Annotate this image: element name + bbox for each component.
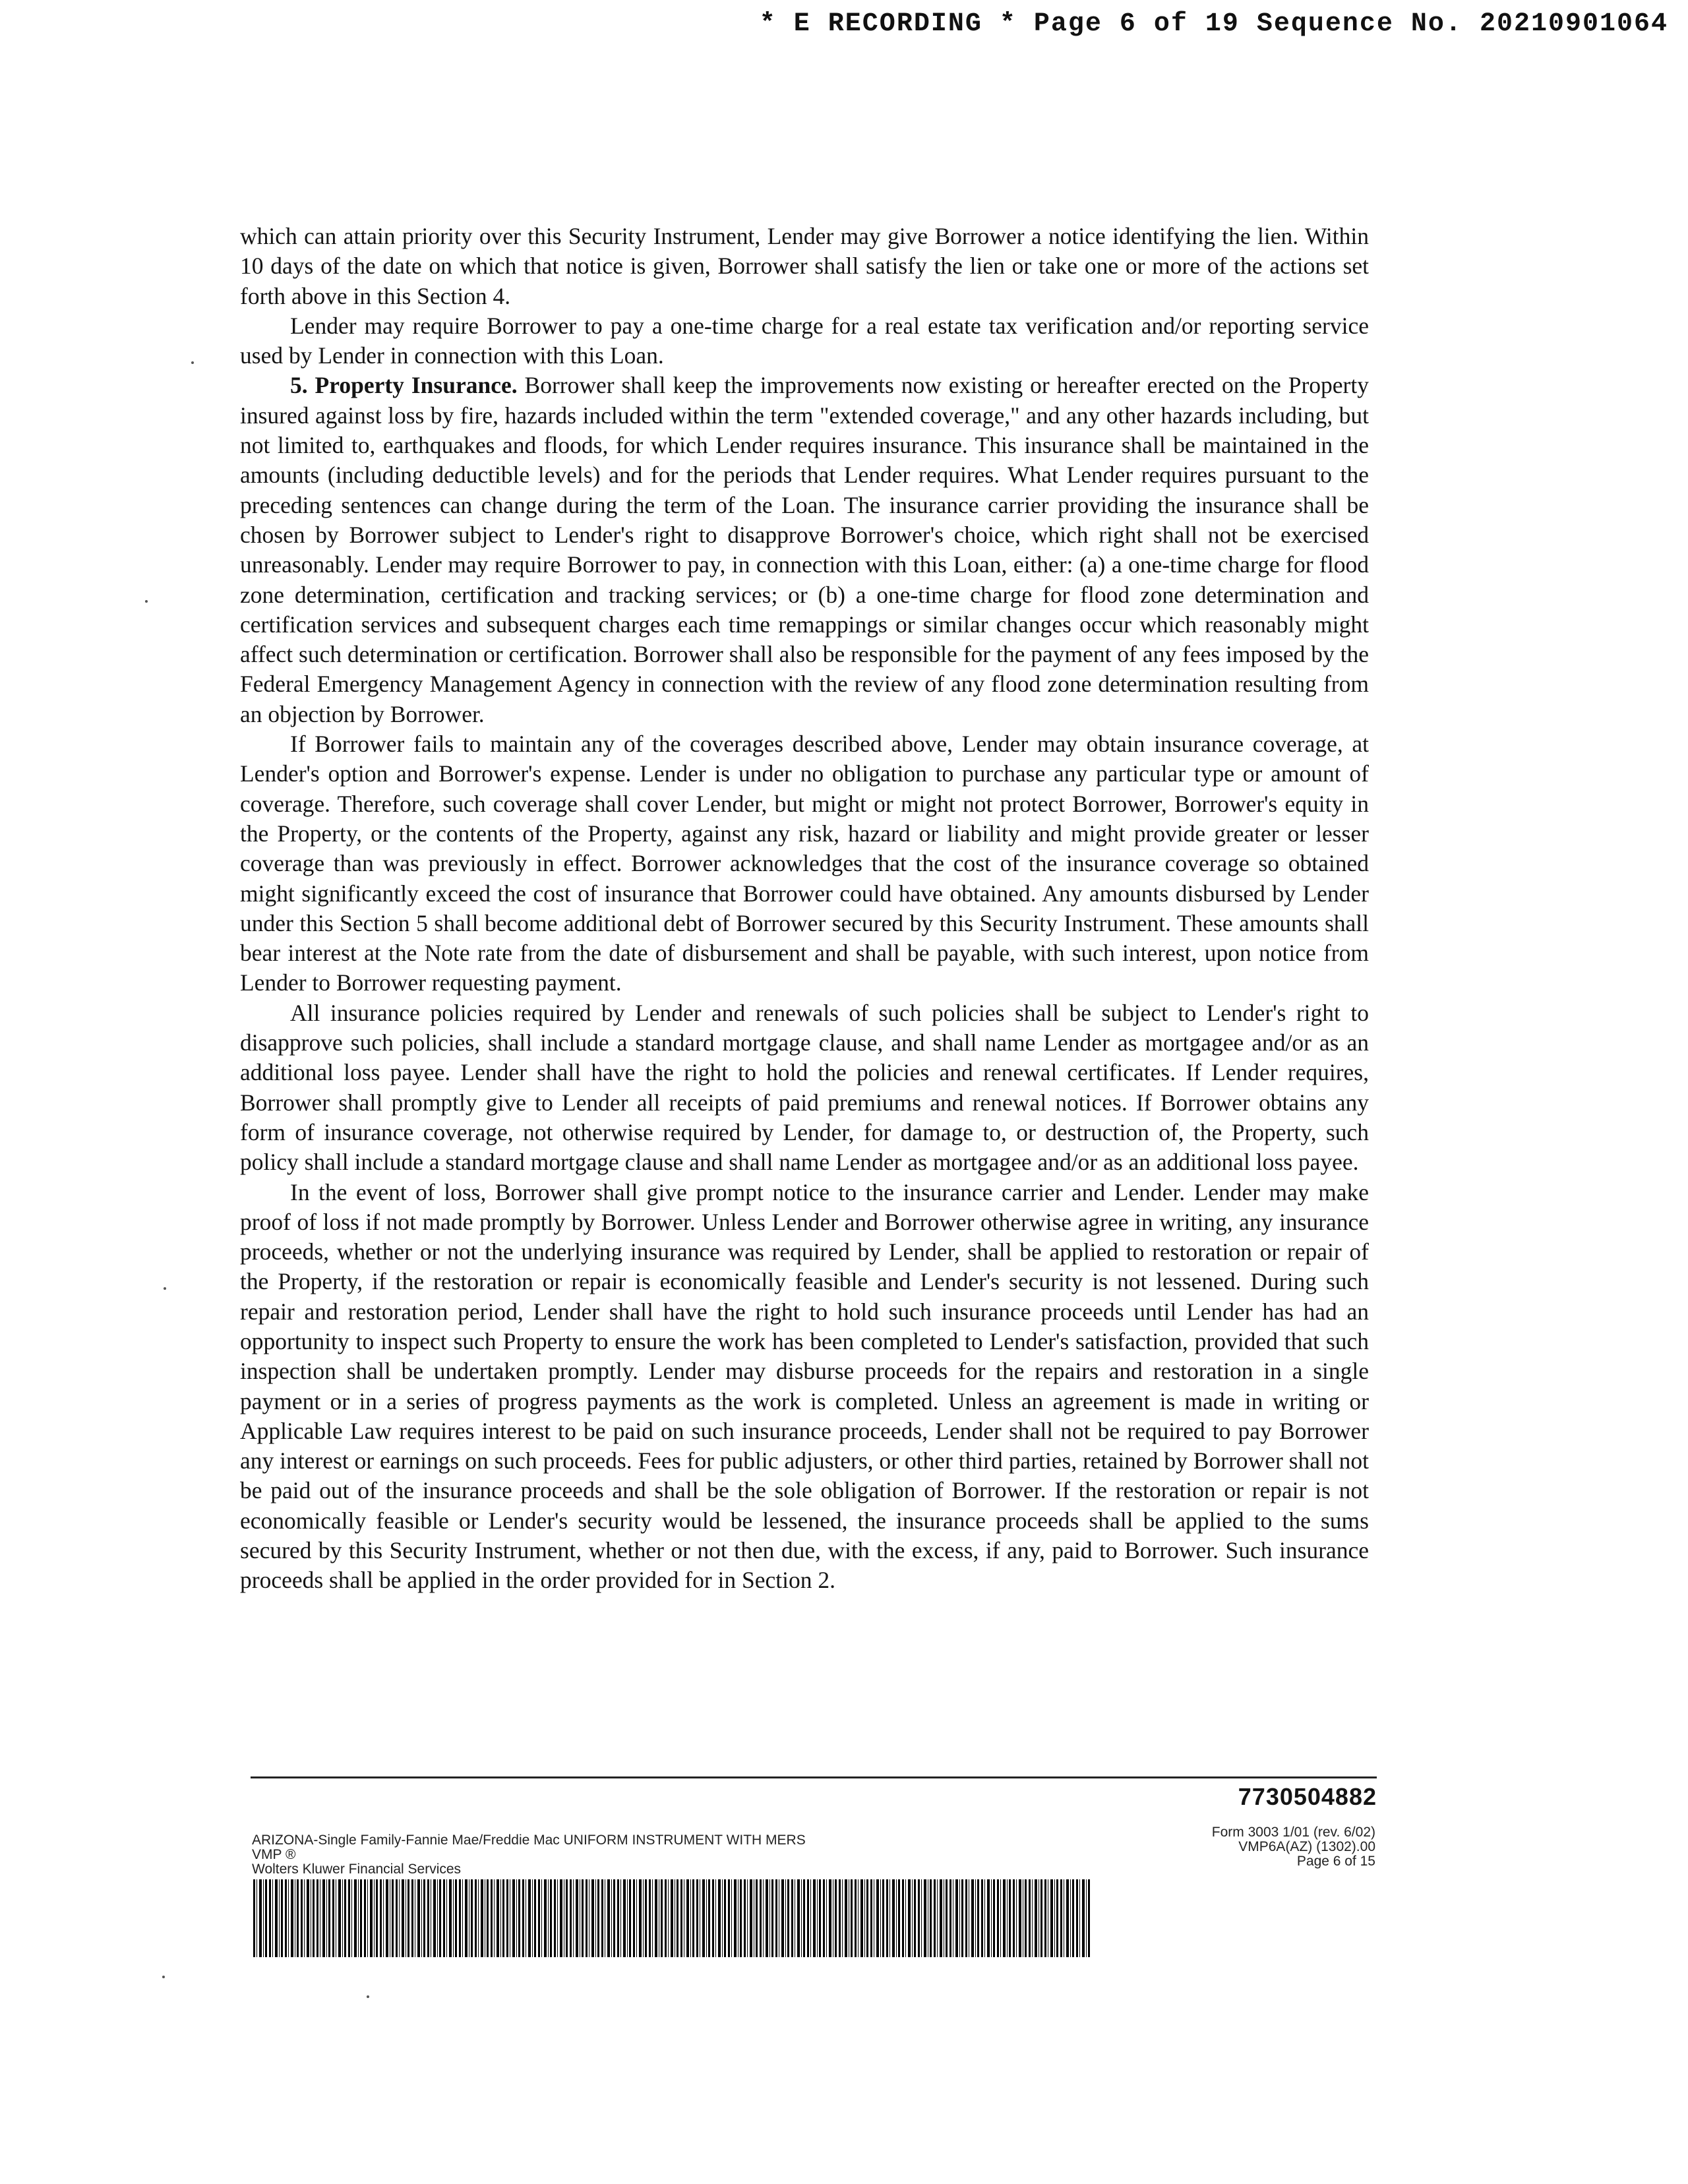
form-title: ARIZONA-Single Family-Fannie Mae/Freddie Mac UNIFORM INSTRUMENT WITH MERS [252, 1833, 806, 1848]
publisher: Wolters Kluwer Financial Services [252, 1862, 462, 1877]
form-code: VMP6A(AZ) (1302).00 [1238, 1839, 1375, 1854]
paragraph-lien-notice: which can attain priority over this Security Instrument, Lender may give Borrower a notice identifying the lien. Within 10 days of the date on which that notice is given, Borrower shall satisfy the lien or take one or more of the actions set forth above in this Section 4. [240, 223, 1369, 309]
footer-form-info [252, 1833, 911, 1877]
recording-stamp: * E RECORDING * Page 6 of 19 Sequence No. 20210901064 [759, 9, 1668, 39]
paragraph-property-insurance [240, 371, 1369, 729]
scan-speck [164, 1287, 166, 1290]
paragraph-insurance-policies: All insurance policies required by Lender and renewals of such policies shall be subject to Lender's right to disapprove such policies, shall include a standard mortgage clause, and shall name Lender as mortgagee and/or as an additional loss payee. Lender shall have the right to hold the policies and renewal certificates. If Lender requires, Borrower shall promptly give to Lender all receipts of paid premiums and renewal notices. If Borrower obtains any form of insurance coverage, not otherwise required by Lender, for damage to, or destruction of, the Property, such policy shall include a standard mortgage clause and shall name Lender as mortgagee and/or as an additional loss payee. [240, 999, 1369, 1176]
paragraph-tax-verification: Lender may require Borrower to pay a one-time charge for a real estate tax verification and/or reporting service used by Lender in connection with this Loan. [240, 312, 1369, 369]
footer-divider [251, 1776, 1377, 1778]
scan-speck [367, 1995, 369, 1998]
scan-speck [162, 1976, 165, 1978]
paragraph-event-of-loss: In the event of loss, Borrower shall give prompt notice to the insurance carrier and Lender. Lender may make proof of loss if not made promptly by Borrower. Unless Lender and Borrower otherwise agree in writing, any insurance proceeds, whether or not the underlying insurance was required by Lender, shall be applied to restoration or repair of the Property, if the restoration or repair is economically feasible and Lender's security is not lessened. During such repair and restoration period, Lender shall have the right to hold such insurance proceeds until Lender has had an opportunity to inspect such Property to ensure the work has been completed to Lender's satisfaction, provided that such inspection shall be undertaken promptly. Lender may disburse proceeds for the repairs and restoration in a single payment or in a series of progress payments as the work is completed. Unless an agreement is made in writing or Applicable Law requires interest to be paid on such insurance proceeds, Lender shall not be required to pay Borrower any interest or earnings on such proceeds. Fees for public adjusters, or other third parties, retained by Borrower shall not be paid out of the insurance proceeds and shall be the sole obligation of Borrower. If the restoration or repair is not economically feasible or Lender's security would be lessened, the insurance proceeds shall be applied to the sums secured by this Security Instrument, whether or not then due, with the excess, if any, paid to Borrower. Such insurance proceeds shall be applied in the order provided for in Section 2. [240, 1178, 1369, 1594]
document-body [240, 222, 1369, 1596]
scan-speck [145, 600, 148, 603]
paragraph-coverage-failure: If Borrower fails to maintain any of the coverages described above, Lender may obtain insurance coverage, at Lender's option and Borrower's expense. Lender is under no obligation to purchase any particular type or amount of coverage. Therefore, such coverage shall cover Lender, but might or might not protect Borrower, Borrower's equity in the Property, or the contents of the Property, against any risk, hazard or liability and might provide greater or lesser coverage than was previously in effect. Borrower acknowledges that the cost of the insurance coverage so obtained might significantly exceed the cost of insurance that Borrower could have obtained. Any amounts disbursed by Lender under this Section 5 shall become additional debt of Borrower secured by this Security Instrument. These amounts shall bear interest at the Note rate from the date of disbursement and shall be payable, with such interest, upon notice from Lender to Borrower requesting payment. [240, 731, 1369, 996]
barcode [253, 1879, 1092, 1957]
form-number: Form 3003 1/01 (rev. 6/02) [1211, 1825, 1375, 1840]
footer-form-number [1212, 1825, 1375, 1869]
loan-number: 7730504882 [1238, 1783, 1377, 1810]
scan-speck [191, 361, 194, 364]
page-number: Page 6 of 15 [1296, 1854, 1375, 1869]
vmp-mark: VMP ® [252, 1847, 296, 1862]
section-heading-property-insurance: 5. Property Insurance. [290, 372, 518, 399]
property-insurance-text: Borrower shall keep the improvements now existing or hereafter erected on the Property insured against loss by fire, hazards included within the term "extended coverage," and any other hazards including, but not limited to, earthquakes and floods, for which Lender requires insurance. This insurance shall be maintained in the amounts (including deductible levels) and for the periods that Lender requires. What Lender requires pursuant to the preceding sentences can change during the term of the Loan. The insurance carrier providing the insurance shall be chosen by Borrower subject to Lender's right to disapprove Borrower's choice, which right shall not be exercised unreasonably. Lender may require Borrower to pay, in connection with this Loan, either: (a) a one-time charge for flood zone determination, certification and tracking services; or (b) a one-time charge for flood zone determination and certification services and subsequent charges each time remappings or similar changes occur which reasonably might affect such determination or certification. Borrower shall also be responsible for the payment of any fees imposed by the Federal Emergency Management Agency in connection with the review of any flood zone determination resulting from an objection by Borrower. [240, 372, 1369, 727]
